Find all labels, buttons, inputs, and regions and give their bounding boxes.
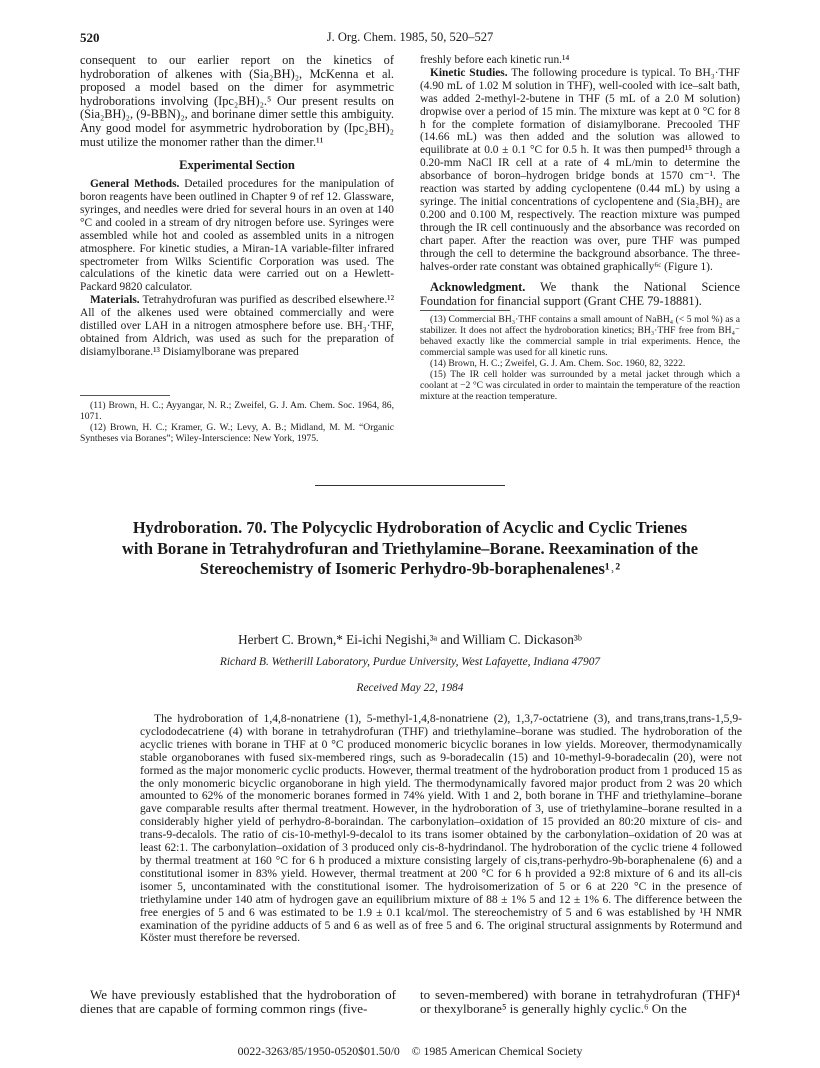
article-separator: [315, 485, 505, 486]
section-heading: Experimental Section: [179, 158, 295, 173]
received-date: Received May 22, 1984: [356, 682, 464, 694]
acknowledgment-paragraph: [420, 281, 740, 308]
footnote: (14) Brown, H. C.; Zweifel, G. J. Am. Chem. Soc. 1960, 82, 3222.: [430, 358, 686, 369]
footnote: (12) Brown, H. C.; Kramer, G. W.; Levy, A. B.; Midland, M. M. “Organic Syntheses via Boranes”; Wiley-Interscience: New York, 1975.: [80, 422, 394, 444]
paragraph-text: Tetrahydrofuran was purified as described elsewhere.¹² All of the alkenes used were obtained commercially and were distilled over LAH in a nitrogen atmosphere before use. BH₃·THF, obtained from Aldrich, was used as such for the preparation of disiamylborane.¹³ Disiamylborane was prepared: [80, 294, 394, 358]
footnote: (11) Brown, H. C.; Ayyangar, N. R.; Zweifel, G. J. Am. Chem. Soc. 1964, 86, 1071.: [80, 400, 394, 422]
paragraph-text: Detailed procedures for the manipulation of boron reagents have been outlined in Chapter 9 of ref 12. Glassware, syringes, and needles were dried for several hours in an oven at 140 °C and cooled in a stream of dry nitrogen before use. Syringes were assembled while hot and cooled as assembled units in a nitrogen atmosphere. For kinetic studies, a Miran-1A variable-filter infrared spectrometer from Wilks Scientific Corporation was used. The calculations of the kinetic data were carried out on a Hewlett-Packard 9820 calculator.: [80, 178, 394, 294]
body-right-column: [420, 988, 740, 1017]
run-in-heading: Acknowledgment.: [430, 280, 526, 295]
copyright-footer: 0022-3263/85/1950-0520$01.50/0 © 1985 American Chemical Society: [237, 1044, 583, 1058]
kinetic-studies-paragraph: [420, 67, 740, 274]
right-footnotes: [420, 314, 740, 402]
footnote: (15) The IR cell holder was surrounded by a metal jacket through which a coolant at −2 °C was circulated in order to maintain the temperature of the reaction mixture at the reaction temperature.: [420, 369, 740, 402]
continuation-text: freshly before each kinetic run.¹⁴: [420, 54, 570, 66]
run-in-heading: Kinetic Studies.: [430, 66, 508, 79]
right-column: [420, 54, 740, 309]
body-paragraph: We have previously established that the hydroboration of dienes that are capable of forming common rings (five-: [80, 987, 396, 1017]
article-title: Hydroboration. 70. The Polycyclic Hydroboration of Acyclic and Cyclic Trienes with Borane in Tetrahydrofuran and Triethylamine–Borane. Reexamination of the Stereochemistry of Isomeric Perhydro-9b-boraphenalenes¹˒²: [122, 518, 698, 578]
body-left-column: [80, 988, 396, 1017]
run-in-heading: General Methods.: [90, 178, 180, 191]
left-column: [80, 54, 394, 359]
authors: Herbert C. Brown,* Ei-ichi Negishi,³ᵃ and William C. Dickason³ᵇ: [238, 632, 582, 647]
general-methods-paragraph: [80, 178, 394, 294]
footnote: (13) Commercial BH₃·THF contains a small amount of NaBH₄ (< 5 mol %) as a stabilizer. It does not affect the hydroboration kinetics; BH₃·THF free from BH₄⁻ behaved exactly like the commercial sample in trial experiments. Hence, the commercial sample was used for all kinetic runs.: [420, 314, 740, 358]
footnote-rule: [80, 395, 170, 396]
intro-paragraph: consequent to our earlier report on the kinetics of hydroboration of alkenes with (Sia₂BH)₂, McKenna et al. proposed a model based on the dimer for asymmetric hydroborations involving (Ipc₂BH)₂.⁵ Our present results on (Sia₂BH)₂, (9-BBN)₂, and borinane dimer settle this ambiguity. Any good model for asymmetric hydroboration by (Ipc₂BH)₂ must utilize the monomer rather than the dimer.¹¹: [80, 53, 394, 149]
run-in-heading: Materials.: [90, 294, 140, 307]
page-number: 520: [80, 30, 100, 45]
paragraph-text: We thank the National Science Foundation for financial support (Grant CHE 79-18881).: [420, 280, 740, 308]
running-header: J. Org. Chem. 1985, 50, 520–527: [326, 30, 494, 44]
affiliation: Richard B. Wetherill Laboratory, Purdue University, West Lafayette, Indiana 47907: [219, 656, 601, 668]
body-paragraph: to seven-membered) with borane in tetrahydrofuran (THF)⁴ or thexylborane⁵ is generally highly cyclic.⁶ On the: [420, 987, 740, 1017]
paragraph-text: The following procedure is typical. To BH₃·THF (4.90 mL of 1.02 M solution in THF), well-cooled with ice–salt bath, was added 2-methyl-2-butene in THF (5 mL of a 2.0 M solution) dropwise over a period of 15 min. The mixture was kept at 0 °C for 8 h for the complete formation of disiamylborane. Precooled THF (14.66 mL) was then added and the solution was allowed to equilibrate at 0.0 ± 0.1 °C for 0.5 h. It was then pumped¹⁵ through a 0.20-mm NaCl IR cell at a rate of 4 mL/min to determine the absorbance of boron–hydrogen bridge bonds at 1570 cm⁻¹. The reaction was started by adding cyclopentene (0.44 mL) by using a syringe. The initial concentrations of cyclopentene and (Sia₂BH)₂ are 0.200 and 0.100 M, respectively. The reaction mixture was pumped through the IR cell continuously and the absorbance was recorded on chart paper. After the reaction was over, pure THF was pumped through the cell to determine the background absorbance. The three-halves-order rate constant was obtained graphically⁶ᶜ (Figure 1).: [420, 66, 741, 273]
materials-paragraph: [80, 294, 394, 359]
left-footnotes: [80, 400, 394, 444]
footnote-rule: [420, 310, 510, 311]
abstract: The hydroboration of 1,4,8-nonatriene (1), 5-methyl-1,4,8-nonatriene (2), 1,3,7-octatriene (3), and trans,trans,trans-1,5,9-cyclododecatriene (4) with borane in tetrahydrofuran (THF) and triethylamine–borane was studied. The hydroboration of the acyclic trienes with borane in THF at 0 °C produced monomeric bicyclic boranes in low yields. Moreover, thermodynamically stable organoboranes with fused six-membered rings, such as 9-boradecalin (15) and 10-methyl-9-boradecalin (20), were not formed as the major monomeric cyclic products. However, thermal treatment of the hydroboration product from 1 produced 15 as the only monomeric bicyclic organoborane in high yield. The thermodynamically favored major product from 2 was 20 which amounted to 62% of the monomeric boranes formed in 74% yield. With 1 and 2, both borane in THF and triethylamine–borane gave comparable results after thermal treatment. However, in the hydroboration of 3, use of triethylamine–borane resulted in a considerably higher yield of perhydro-8-boraindan. The carbonylation–oxidation of 15 provided an 80:20 mixture of cis- and trans-9-decalols. The ratio of cis-10-methyl-9-decalol to its trans isomer obtained by the carbonylation–oxidation of 20 was at least 62:1. The carbonylation–oxidation of 3 produced only cis-8-hydrindanol. The hydroboration of the cyclic triene 4 followed by thermal treatment at 160 °C for 6 h produced a mixture consisting largely of cis,trans-perhydro-9b-boraphenalene (6) and a constitutional isomer in 83% yield. However, thermal treatment at 200 °C for 6 h provided a 92:8 mixture of 6 and its all-cis isomer 5, uncontaminated with the constitutional isomer. The hydroisomerization of 5 or 6 at 220 °C in the presence of triethylamine under 140 atm of hydrogen gave an equilibrium mixture of 88 ± 1% 5 and 12 ± 1% 6. The difference between the free energies of 5 and 6 was estimated to be 1.9 ± 0.1 kcal/mol. The stereochemistry of 5 and 6 was established by ¹H NMR examination of the pyridine adducts of 5 and 6 as well as of free 5 and 6. The original structural assignments by Rotermund and Köster must therefore be reversed.: [140, 712, 742, 945]
